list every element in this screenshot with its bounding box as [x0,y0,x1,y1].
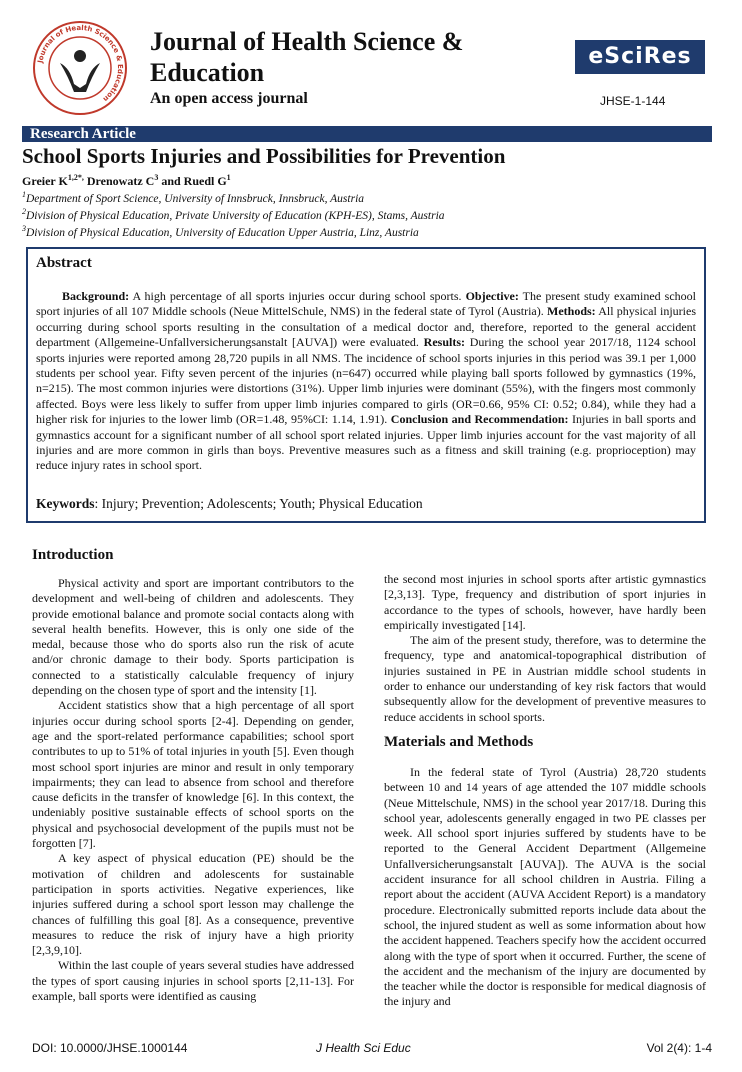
keywords [36,496,423,512]
publisher-brand: eSciRes [575,40,705,74]
abstract-heading: Abstract [36,255,92,271]
affiliation-marker: 3 [22,224,26,233]
journal-title-line2: Education [150,58,265,87]
methods-heading: Materials and Methods [384,734,534,750]
abstract-text [36,289,696,474]
paragraph: In the federal state of Tyrol (Austria) 28,720 students between 10 and 14 years of age attended the 107 middle schools (Neue Mittelschule, NMS) in the school year 2017/18. During this school year, adolescents generally engaged in two PE classes per week. All school sport injuries suffered by students have to be reported to the General Accident Department (Allgemeine Unfallversicherungsanstalt [AUVA]). The AUVA is the social accident insurance for all school children in Austria. Filing a report about the accident (AUVA Accident Report) is a mandatory procedure. Electronically submitted reports include data about the school, the injured student as well as some information about how the accident happened. Teachers specify how the accident occurred along with the type of sport when it occurred. Further, the scene of the accident and the mechanism of the injury are documented by the teacher while the doctor is responsible for medical diagnosis of the injury and [384,765,706,1009]
affiliation-marker: 2 [22,207,26,216]
paragraph: Within the last couple of years several studies have addressed the types of sport causing injuries in school sports [2,11-13]. For example, ball sports were identified as causing [32,958,354,1004]
journal-title [150,26,550,88]
keywords-label: Keywords [36,496,95,511]
journal-code: JHSE-1-144 [600,94,666,108]
abstract-box [26,247,706,523]
author-affiliation-marker: 3 [154,173,159,182]
affiliation-text: Department of Sport Science, University of Innsbruck, Innsbruck, Austria [26,192,365,205]
affiliation-text: Division of Physical Education, University of Education Upper Austria, Linz, Austria [26,226,419,239]
journal-subtitle: An open access journal [150,90,308,107]
author-name: Drenowatz C [86,174,155,188]
affiliation-1 [22,190,364,205]
background-label: Background: [62,289,130,303]
article-type-bar [22,126,712,142]
affiliation-text: Division of Physical Education, Private University of Education (KPH-ES), Stams, Austria [26,209,445,222]
footer-journal: J Health Sci Educ [316,1041,411,1055]
background-text: A high percentage of all sports injuries occur during school sports. [132,289,462,303]
methods-label: Methods: [547,304,596,319]
journal-title-line1: Journal of Health Science & [150,27,464,56]
paragraph: The aim of the present study, therefore, was to determine the frequency, type and anatomical-topographical distribution of injuries sustained in PE in Austrian middle school students in order to enhance our understanding of key risk factors that would subsequently allow for the development of preventive measures to reduce accidents in school sports. [384,633,706,724]
paragraph: Accident statistics show that a high percentage of all sport injuries occur during school sports [2-4]. Depending on gender, age and the sport-related performance capabilities; school sport contributes to up to 51% of total injuries in youth [5]. Even though most school sport injuries are minor and result in only temporary impairments; they can lead to absence from school and therefore cause deficits in the transfer of knowledge [6]. In this context, the undeniably positive sustainable effects of school sports on the physical and psychosocial development of the pupils must not be forgotten [7]. [32,698,354,851]
author-list [22,173,231,189]
author-name: and Ruedl G [161,174,227,188]
results-label: Results: [423,335,466,350]
paper-title: School Sports Injuries and Possibilities for Prevention [22,144,506,168]
author-name: Greier K [22,174,68,188]
article-type-label: Research Article [30,126,136,142]
right-column-top [384,572,706,725]
paragraph: A key aspect of physical education (PE) should be the motivation of children and adolescents for sustainable participation in sports activities. Negative experiences, like injuries suffered during a school sport lesson may challenge the chances of fulfilling this goal [8]. As a consequence, preventive measures to reduce the risk of injury have a high priority [2,3,9,10]. [32,851,354,958]
author-affiliation-marker: 1,2*, [67,173,84,182]
paragraph: Physical activity and sport are important contributors to the development and well-being of children and adolescents. They provide emotional balance and promote social contacts along with several health benefits. However, this is only one side of the medal, because those who do sports also run the risk of acute and/or chronic damage to their body. Sports participation is connected to a statistically calculable frequency of injury depending on the chosen type of sport and the intensity [1]. [32,576,354,698]
objective-text: The present study examined school sport injuries of all 107 Middle schools (Neue MittelSchule, NMS) in the federal state of Tyrol (Austria). [36,289,697,319]
objective-label: Objective: [465,289,519,303]
affiliation-3 [22,224,419,239]
logo-ring-text: Journal of Health Science & Education [36,23,125,104]
results-text: During the school year 2017/18, 1124 school sports injuries were reported among 28,720 pupils in all NMS. The incidence of school sports injuries in this period was 39.1 per 1,000 students per school year. Fifty seven percent of the injuries (n=647) occurred while playing ball sports followed by gymnastics (19%, n=215). The most common injuries were distortions (31%). Upper limb injuries were dominant (55%), with the fingers most commonly affected. Boys were less likely to suffer from upper limb injuries compared to girls (OR=0.66, 95% CI: 0.52; 0.84), while they had a higher risk for injuries to the lower limb (OR=1.48, 95%CI: 1.14, 1.91). [36,335,697,427]
journal-logo [30,18,130,118]
affiliation-marker: 1 [22,190,26,199]
right-column-bottom [384,765,706,1010]
left-column [32,576,354,1004]
author-affiliation-marker: 1 [226,173,231,182]
introduction-heading: Introduction [32,547,114,563]
affiliation-2 [22,207,445,222]
conclusion-label: Conclusion and Recommendation: [390,412,569,427]
conclusion-text: Injuries in ball sports and gymnastics account for a significant number of all school sport related injuries. Upper limb injuries account for the vast majority of all injuries and are more common in girls than boys. Preventive measures such as a fitness and skill training (e.g. proprioception) may reduce injury rates in school sport. [36,412,697,473]
paragraph: the second most injuries in school sports after artistic gymnastics [2,3,13]. Type, frequency and distribution of sport injuries in accordance to the types of schools, however, have hardly been empirically investigated [14]. [384,572,706,632]
methods-text: All physical injuries occurring during school sports resulting in the consultation of a medical doctor and, therefore, reported to the general accident department (Allgemeine-Unfallversicherungsanstalt [AUVA]) were evaluated. [36,304,697,350]
keywords-text: : Injury; Prevention; Adolescents; Youth; Physical Education [94,496,423,511]
footer-volume: Vol 2(4): 1-4 [646,1041,712,1055]
journal-seal-icon [30,18,130,118]
footer-doi: DOI: 10.0000/JHSE.1000144 [32,1041,188,1055]
